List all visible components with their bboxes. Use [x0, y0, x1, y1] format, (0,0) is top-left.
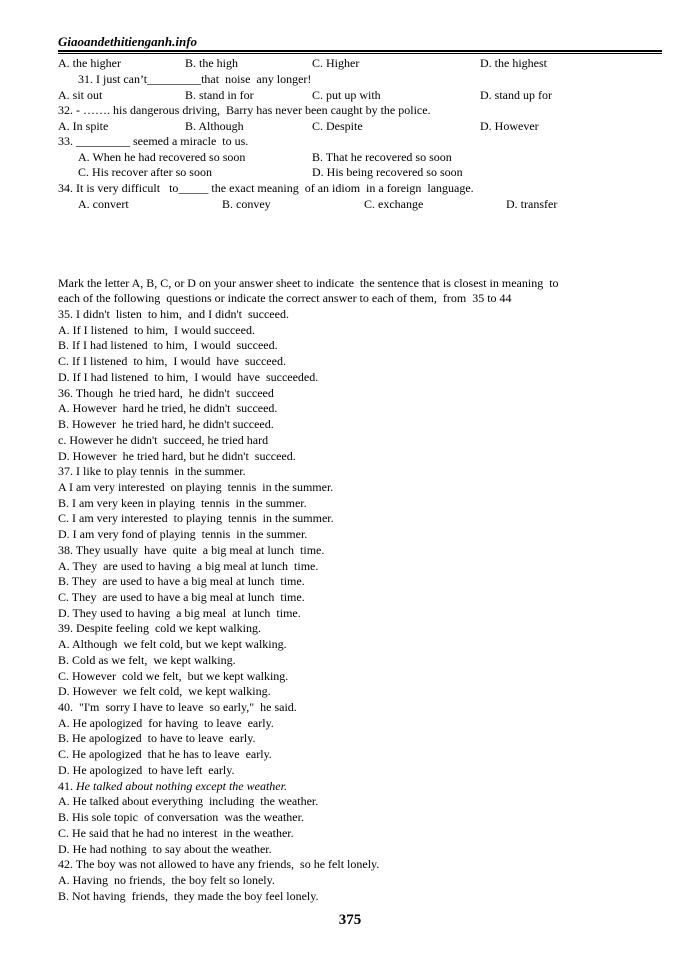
question-line	[58, 873, 275, 887]
question-line-text: B. Cold as we felt, we kept walking.	[58, 652, 236, 667]
question-line	[58, 889, 319, 903]
question-line	[58, 559, 318, 573]
q31-option-c: C. put up with	[312, 88, 381, 102]
q32-stem: 32. - ……. his dangerous driving, Barry has never been caught by the police.	[58, 103, 431, 117]
q33-option-b: B. That he recovered so soon	[312, 150, 452, 164]
question-line	[58, 417, 274, 431]
question-line-text: B. I am very keen in playing tennis in the summer.	[58, 495, 307, 510]
question-line-text: D. He apologized to have left early.	[58, 762, 235, 777]
question-line	[58, 464, 246, 478]
question-line	[58, 621, 261, 635]
question-line	[58, 433, 268, 447]
question-line-text: c. However he didn't succeed, he tried hard	[58, 432, 269, 447]
question-line-text: D. However we felt cold, we kept walking.	[58, 684, 271, 699]
site-header: Giaoandethitienganh.info	[58, 34, 198, 49]
q32-option-d: D. However	[480, 119, 539, 133]
question-line-text: B. He apologized to have to leave early.	[58, 731, 256, 746]
q30-option-d: D. the highest	[480, 56, 547, 70]
q30-option-a: A. the higher	[58, 56, 121, 70]
question-line-text: B. If I had listened to him, I would succeed.	[58, 338, 278, 353]
question-line	[58, 496, 307, 510]
q30-option-c: C. Higher	[312, 56, 360, 70]
instructions-line-1: Mark the letter A, B, C, or D on your answer sheet to indicate the sentence that is closest in meaning to	[58, 276, 559, 290]
question-line-text: D. They used to having a big meal at lunch time.	[58, 605, 301, 620]
q34-option-a: A. convert	[78, 197, 129, 211]
question-line-text: C. If I listened to him, I would have succeed.	[58, 354, 286, 369]
question-line-text: A. He apologized for having to leave early.	[58, 715, 274, 730]
question-line-text: A. If I listened to him, I would succeed.	[58, 322, 255, 337]
question-line	[58, 338, 278, 352]
q30-option-b: B. the high	[185, 56, 238, 70]
question-line	[58, 323, 255, 337]
question-line	[58, 590, 305, 604]
question-line	[58, 637, 287, 651]
q34-option-b: B. convey	[222, 197, 271, 211]
q31-option-d: D. stand up for	[480, 88, 552, 102]
question-line	[58, 716, 274, 730]
question-line	[58, 511, 334, 525]
question-line-italic-text: He talked about nothing except the weather.	[76, 778, 287, 793]
q31-option-a: A. sit out	[58, 88, 103, 102]
question-line	[58, 669, 288, 683]
question-line-text: C. He said that he had no interest in the weather.	[58, 825, 294, 840]
question-line	[58, 763, 234, 777]
question-line-text: B. Not having friends, they made the boy feel lonely.	[58, 888, 319, 903]
q32-option-c: C. Despite	[312, 119, 363, 133]
question-line-text: C. However cold we felt, but we kept walking.	[58, 668, 289, 683]
question-line	[58, 842, 272, 856]
question-line-text: 42. The boy was not allowed to have any friends, so he felt lonely.	[58, 857, 380, 872]
question-line	[58, 731, 255, 745]
question-line-text: B. They are used to have a big meal at lunch time.	[58, 574, 305, 589]
question-line-text: C. They are used to have a big meal at lunch time.	[58, 590, 305, 604]
question-line-text: D. He had nothing to say about the weather.	[58, 841, 272, 856]
question-line	[58, 826, 294, 840]
question-line-text: C. He apologized that he has to leave early.	[58, 747, 272, 762]
question-line-text: A. They are used to having a big meal at lunch time.	[58, 558, 319, 573]
question-line	[58, 370, 318, 384]
q34-option-d: D. transfer	[506, 197, 558, 211]
question-line-text: D. I am very fond of playing tennis in the summer.	[58, 527, 308, 542]
question-line-text: A I am very interested on playing tennis in the summer.	[58, 479, 334, 494]
q33-option-d: D. His being recovered so soon	[312, 165, 463, 179]
question-line	[58, 401, 277, 415]
q31-stem: 31. I just can’t_________that noise any longer!	[78, 72, 312, 86]
question-line	[58, 527, 307, 541]
question-line-text: C. I am very interested to playing tennis in the summer.	[58, 511, 334, 526]
question-line	[58, 747, 272, 761]
question-line-text: 38. They usually have quite a big meal at lunch time.	[58, 542, 325, 557]
question-line	[58, 606, 301, 620]
question-line-text: A. Having no friends, the boy felt so lonely.	[58, 872, 275, 887]
q34-stem: 34. It is very difficult to_____ the exact meaning of an idiom in a foreign language.	[58, 181, 474, 195]
question-line-text: D. However he tried hard, but he didn't succeed.	[58, 448, 296, 463]
question-line-text: 41.	[58, 778, 76, 793]
question-line-text: 35. I didn't listen to him, and I didn't succeed.	[58, 307, 289, 321]
q34-option-c: C. exchange	[364, 197, 424, 211]
q32-option-b: B. Although	[185, 119, 244, 133]
question-line-text: B. His sole topic of conversation was the weather.	[58, 810, 304, 824]
question-line	[58, 449, 296, 463]
question-line	[58, 700, 297, 714]
header-rule-thick	[58, 50, 662, 52]
question-line-text: 36. Though he tried hard, he didn't succeed	[58, 385, 274, 400]
question-line-text: A. He talked about everything including the weather.	[58, 794, 319, 809]
q33-option-c: C. His recover after so soon	[78, 165, 212, 179]
question-line-text: 40. "I'm sorry I have to leave so early," he said.	[58, 700, 297, 714]
question-line	[58, 543, 324, 557]
question-line-text: 37. I like to play tennis in the summer.	[58, 464, 246, 479]
page-number: 375	[338, 912, 362, 928]
question-line-text: A. Although we felt cold, but we kept walking.	[58, 637, 287, 652]
question-line-text: A. However hard he tried, he didn't succeed.	[58, 401, 278, 416]
instructions-line-2: each of the following questions or indicate the correct answer to each of them, from 35 to 44	[58, 291, 512, 305]
header-rule-thin	[58, 53, 662, 54]
question-line	[58, 307, 289, 321]
question-line	[58, 653, 236, 667]
question-line	[58, 810, 304, 824]
question-line	[58, 794, 318, 808]
q31-option-b: B. stand in for	[185, 88, 254, 102]
question-line-text: B. However he tried hard, he didn't succeed.	[58, 417, 274, 431]
question-line	[58, 354, 286, 368]
question-line	[58, 857, 379, 871]
question-line-text: 39. Despite feeling cold we kept walking.	[58, 621, 261, 636]
q33-option-a: A. When he had recovered so soon	[78, 150, 246, 164]
q32-option-a: A. In spite	[58, 119, 109, 133]
question-line	[58, 480, 333, 494]
question-line-text: D. If I had listened to him, I would have succeeded.	[58, 369, 319, 384]
question-line	[58, 574, 305, 588]
question-line	[58, 779, 287, 793]
question-line	[58, 684, 271, 698]
question-line	[58, 386, 274, 400]
q33-stem: 33. _________ seemed a miracle to us.	[58, 134, 249, 148]
